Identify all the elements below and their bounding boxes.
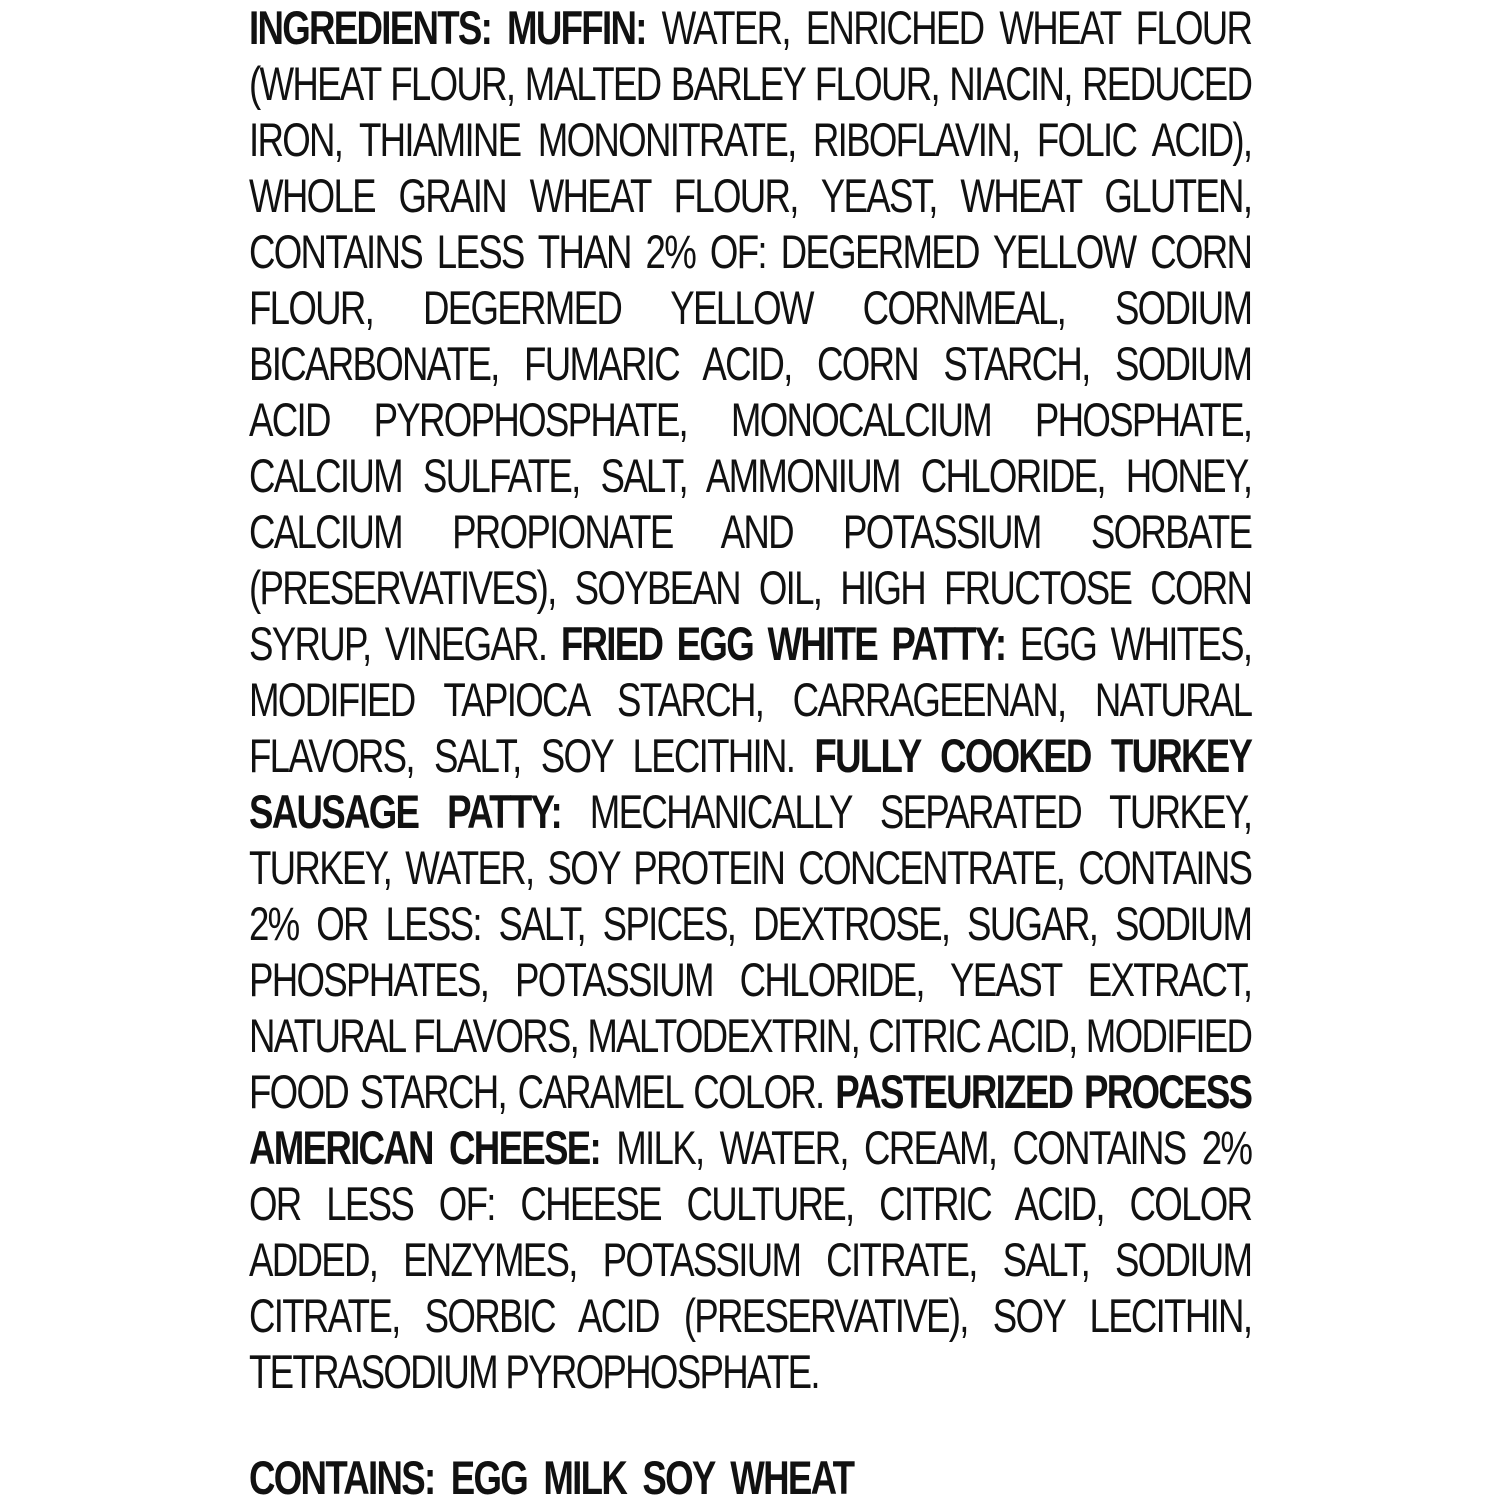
muffin-heading: INGREDIENTS: MUFFIN: <box>249 1 646 54</box>
allergen-statement: CONTAINS: EGG MILK SOY WHEAT <box>249 1451 854 1504</box>
cheese-ingredients: MILK, WATER, CREAM, CONTAINS 2% OR LESS OF: CHEESE CULTURE, CITRIC ACID, COLOR ADDED, ENZYMES, POTASSIUM CITRATE, SALT, SODIUM CITRATE, SORBIC ACID (PRESERVATIVE), SOY LECITHIN, TETRASODIUM PYROPHOSPHATE. <box>249 1121 1252 1398</box>
ingredient-label <box>249 0 1252 1504</box>
egg-patty-ingredients: EGG WHITES, MODIFIED TAPIOCA STARCH, CARRAGEENAN, NATURAL FLAVORS, SALT, SOY LECITHIN. <box>249 617 1252 782</box>
sausage-patty-heading: FULLY COOKED TURKEY SAUSAGE PATTY: <box>249 729 1252 838</box>
cheese-heading: PASTEURIZED PROCESS AMERICAN CHEESE: <box>249 1065 1252 1174</box>
sausage-patty-ingredients: MECHANICALLY SEPARATED TURKEY, TURKEY, WATER, SOY PROTEIN CONCENTRATE, CONTAINS 2% OR LESS: SALT, SPICES, DEXTROSE, SUGAR, SODIUM PHOSPHATES, POTASSIUM CHLORIDE, YEAST EXTRACT, NATURAL FLAVORS, MALTODEXTRIN, CITRIC ACID, MODIFIED FOOD STARCH, CARAMEL COLOR. <box>249 785 1252 1118</box>
ingredients-paragraph <box>249 0 1251 1400</box>
muffin-ingredients: WATER, ENRICHED WHEAT FLOUR (WHEAT FLOUR, MALTED BARLEY FLOUR, NIACIN, REDUCED IRON, THIAMINE MONONITRATE, RIBOFLAVIN, FOLIC ACID), WHOLE GRAIN WHEAT FLOUR, YEAST, WHEAT GLUTEN, CONTAINS LESS THAN 2% OF: DEGERMED YELLOW CORN FLOUR, DEGERMED YELLOW CORNMEAL, SODIUM BICARBONATE, FUMARIC ACID, CORN STARCH, SODIUM ACID PYROPHOSPHATE, MONOCALCIUM PHOSPHATE, CALCIUM SULFATE, SALT, AMMONIUM CHLORIDE, HONEY, CALCIUM PROPIONATE AND POTASSIUM SORBATE (PRESERVATIVES), SOYBEAN OIL, HIGH FRUCTOSE CORN SYRUP, VINEGAR. <box>249 1 1252 670</box>
egg-patty-heading: FRIED EGG WHITE PATTY: <box>560 617 1006 670</box>
